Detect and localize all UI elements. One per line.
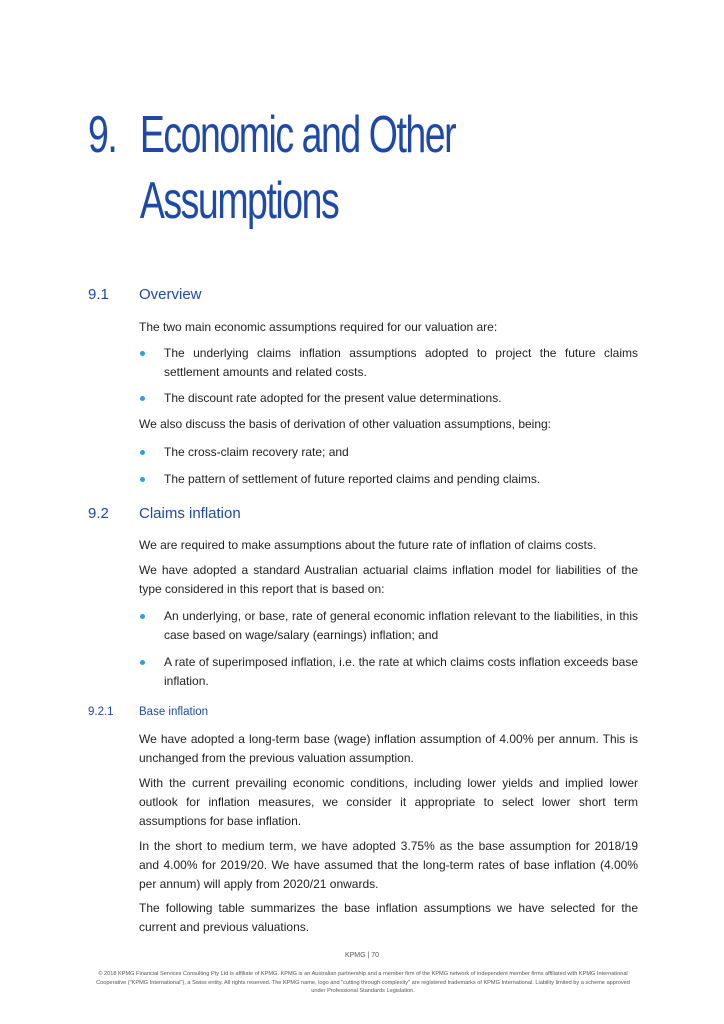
list-item	[139, 389, 638, 408]
bullet-icon	[140, 660, 145, 665]
chapter-title-line1: Economic and Other	[139, 106, 456, 164]
list-item	[139, 470, 638, 489]
page-title	[88, 102, 455, 234]
paragraph: We also discuss the basis of derivation of other valuation assumptions, being:	[139, 417, 552, 431]
list-item-text: A rate of superimposed inflation, i.e. the rate at which claims costs inflation exceeds base inflation.	[164, 655, 638, 688]
list-item-text: The discount rate adopted for the present value determinations.	[164, 391, 502, 405]
overview-intro	[139, 318, 638, 337]
list-item	[139, 607, 638, 645]
chapter-number: 9.	[88, 106, 117, 164]
section-heading-claims-inflation	[88, 505, 241, 522]
bullet-icon	[140, 396, 145, 401]
copyright-footer: © 2018 KPMG Financial Services Consulting Pty Ltd is affiliate of KPMG. KPMG is an Australian partnership and a member firm of the KPMG network of independent member firms affiliated with KPMG International Cooperative ("KPMG International"), a Swiss entity. All rights reserved. The KPMG name, logo and "cutting through complexity" are registered trademarks of KPMG International. Liability limited by a scheme approved under Professional Standards Legislation.	[96, 971, 630, 994]
paragraph: We have adopted a standard Australian actuarial claims inflation model for liabilities of the type considered in this report that is based on:	[139, 563, 638, 596]
section-heading-overview	[88, 286, 202, 303]
list-item-text: An underlying, or base, rate of general economic inflation relevant to the liabilities, in this case based on wage/salary (earnings) inflation; and	[164, 609, 638, 642]
list-item-text: The pattern of settlement of future reported claims and pending claims.	[164, 472, 541, 486]
paragraph: The following table summarizes the base inflation assumptions we have selected for the current and previous valuations.	[139, 901, 638, 934]
bullet-icon	[140, 351, 145, 356]
paragraph: With the current prevailing economic conditions, including lower yields and implied lower outlook for inflation measures, we consider it appropriate to select lower short term assumptions for base inflation.	[139, 776, 638, 828]
list-item	[139, 344, 638, 382]
claims-inflation-p1	[139, 536, 638, 555]
claims-inflation-p2	[139, 561, 638, 599]
bullet-icon	[140, 614, 145, 619]
paragraph: We are required to make assumptions about the future rate of inflation of claims costs.	[139, 538, 597, 552]
bullet-icon	[140, 450, 145, 455]
section-number: 9.2	[88, 505, 109, 522]
base-inflation-p4	[139, 899, 638, 937]
section-title: Overview	[139, 286, 202, 303]
overview-mid	[139, 415, 638, 434]
list-item	[139, 443, 638, 462]
list-item-text: The underlying claims inflation assumptions adopted to project the future claims settlement amounts and related costs.	[164, 346, 638, 379]
paragraph: In the short to medium term, we have adopted 3.75% as the base assumption for 2018/19 and 4.00% for 2019/20. We have assumed that the long-term rates of base inflation (4.00% per annum) will apply from 2020/21 onwards.	[139, 839, 638, 891]
base-inflation-p2	[139, 774, 638, 831]
subsection-heading-base-inflation	[88, 706, 208, 718]
base-inflation-p3	[139, 837, 638, 894]
paragraph: We have adopted a long-term base (wage) inflation assumption of 4.00% per annum. This is unchanged from the previous valuation assumption.	[139, 732, 638, 765]
section-number: 9.1	[88, 286, 109, 303]
subsection-number: 9.2.1	[88, 706, 114, 718]
page-number: KPMG | 70	[344, 952, 380, 959]
bullet-icon	[140, 477, 145, 482]
paragraph: The two main economic assumptions required for our valuation are:	[139, 320, 498, 334]
list-item-text: The cross-claim recovery rate; and	[164, 445, 349, 459]
subsection-title: Base inflation	[139, 706, 209, 718]
base-inflation-p1	[139, 730, 638, 768]
section-title: Claims inflation	[139, 505, 241, 522]
chapter-title-line2: Assumptions	[139, 172, 339, 230]
list-item	[139, 653, 638, 691]
